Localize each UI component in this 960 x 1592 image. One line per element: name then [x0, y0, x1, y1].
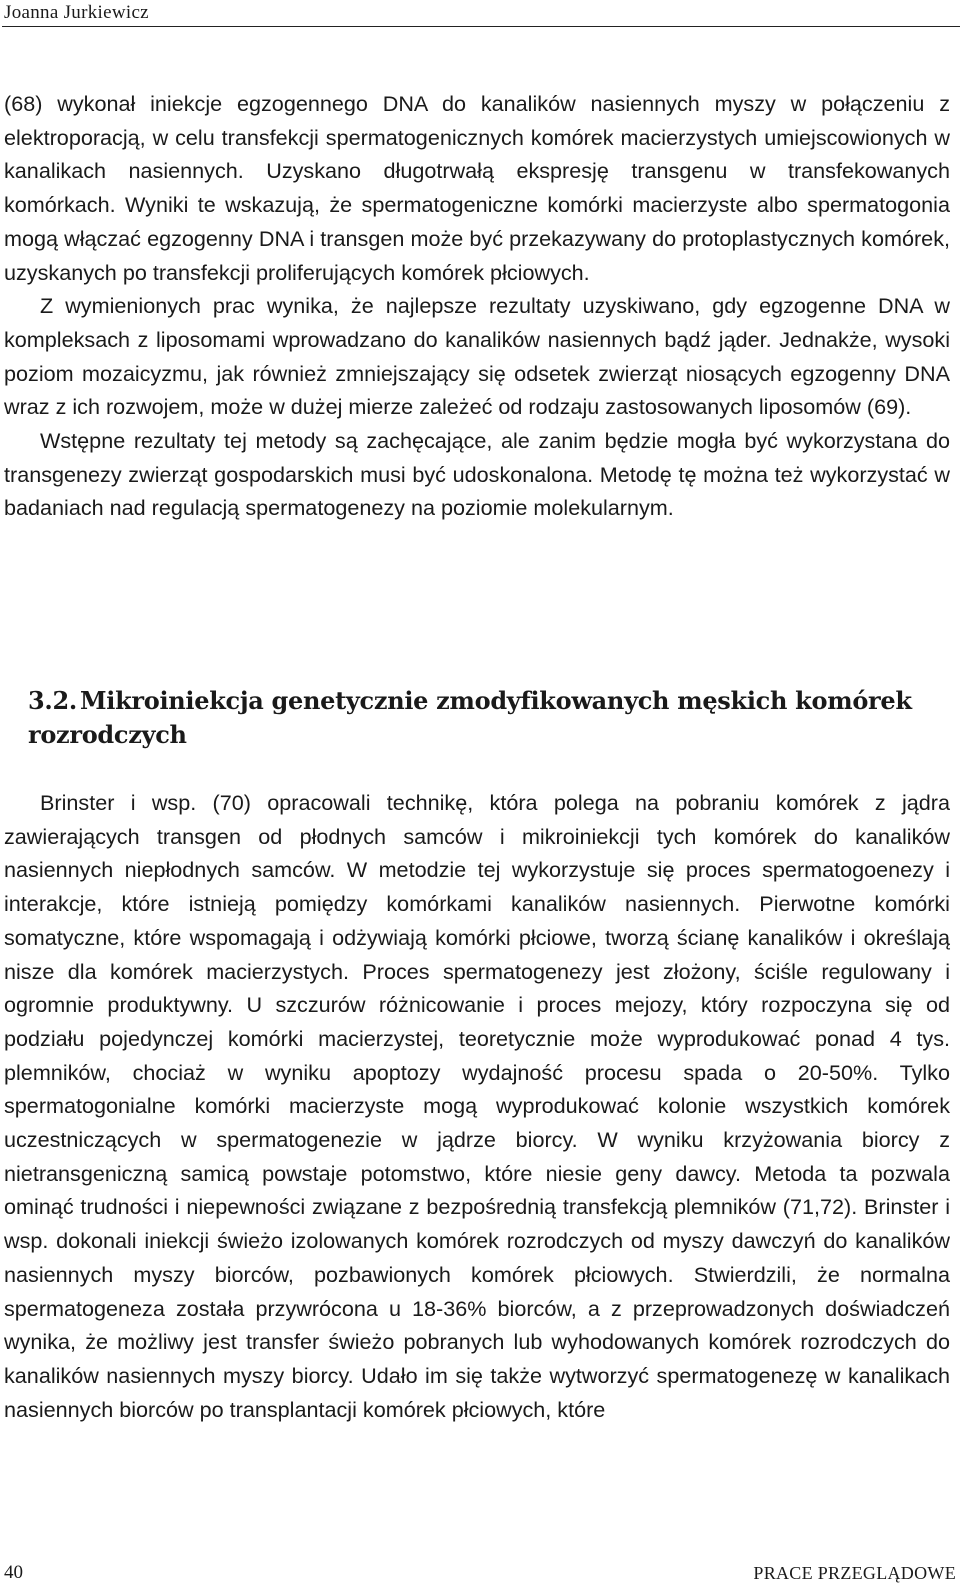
paragraph: Wstępne rezultaty tej metody są zachęcające, ale zanim będzie mogła być wykorzystana do transgenezy zwierząt gospodarskich musi być udoskonalona. Metodę tę można też wykorzystać w badaniach nad regulacją spermatogenezy na poziomie molekularnym.	[4, 428, 950, 521]
body-text-top	[4, 87, 950, 525]
paragraph: Z wymienionych prac wynika, że najlepsze rezultaty uzyskiwano, gdy egzogenne DNA w kompleksach z liposomami wprowadzano do kanalików nasiennych bądź jąder. Jednakże, wysoki poziom mozaicyzmu, jak również zmniejszający się odsetek zwierząt niosących egzogenny DNA wraz z ich rozwojem, może w dużej mierze zależeć od rodzaju zastosowanych liposomów (69).	[4, 293, 950, 420]
journal-section-label: PRACE PRZEGLĄDOWE	[753, 1563, 956, 1583]
paragraph: (68) wykonał iniekcje egzogennego DNA do kanalików nasiennych myszy w połączeniu z elektroporacją, w celu transfekcji spermatogenicznych komórek macierzystych umiejscowionych w kanalikach nasiennych. Uzyskano długotrwałą ekspresję transgenu w transfekowanych komórkach. Wyniki te wskazują, że spermatogeniczne komórki macierzyste albo spermatogonia mogą włączać egzogenny DNA i transgen może być przekazywany do protoplastycznych komórek, uzyskanych po transfekcji proliferujących komórek płciowych.	[4, 91, 950, 285]
section-title: Mikroiniekcja genetycznie zmodyfikowanych męskich komórek rozrodczych	[28, 686, 912, 749]
paragraph: Brinster i wsp. (70) opracowali technikę, która polega na pobraniu komórek z jądra zawierających transgen od płodnych samców i mikroiniekcji tych komórek do kanalików nasiennych niepłodnych samców. W metodzie tej wykorzystuje się proces spermatogoenezy i interakcje, które istnieją pomiędzy komórkami kanalików nasiennych. Pierwotne komórki somatyczne, które wspomagają i odżywiają komórki płciowe, tworzą ścianę kanalików i określają nisze dla komórek macierzystych. Proces spermatogenezy jest złożony, ściśle regulowany i ogromnie produktywny. U szczurów różnicowanie i proces mejozy, który rozpoczyna się od podziału pojedynczej komórki macierzystej, teoretycznie może wyprodukować ponad 4 tys. plemników, chociaż w wyniku apoptozy wydajność procesu spada o 20-50%. Tylko spermatogonialne komórki macierzyste mogą wyprodukować kolonie wszystkich komórek uczestniczących w spermatogenezie w jądrze biorcy. W wyniku krzyżowania biorcy z nietransgeniczną samicą powstaje potomstwo, które niesie geny dawcy. Metoda ta pozwala ominąć trudności i niepewności związane z bezpośrednią transfekcją plemników (71,72). Brinster i wsp. dokonali iniekcji świeżo izolowanych komórek rozrodczych od myszy dawczyń do kanalików nasiennych myszy biorców, pozbawionych komórek płciowych. Stwierdzili, że normalna spermatogeneza została przywrócona u 18-36% biorców, a z przeprowadzonych doświadczeń wynika, że możliwy jest transfer świeżo pobranych lub wyhodowanych komórek rozrodczych do kanalików nasiennych myszy biorcy. Udało im się także wytworzyć spermatogenezę w kanalikach nasiennych biorców po transplantacji komórek płciowych, które	[4, 790, 950, 1422]
section-number: 3.2.	[28, 686, 77, 715]
header-divider	[2, 26, 960, 27]
section-heading	[28, 684, 928, 752]
body-text-bottom	[4, 786, 950, 1426]
page-number: 40	[4, 1562, 23, 1583]
running-header-author: Joanna Jurkiewicz	[4, 2, 149, 23]
